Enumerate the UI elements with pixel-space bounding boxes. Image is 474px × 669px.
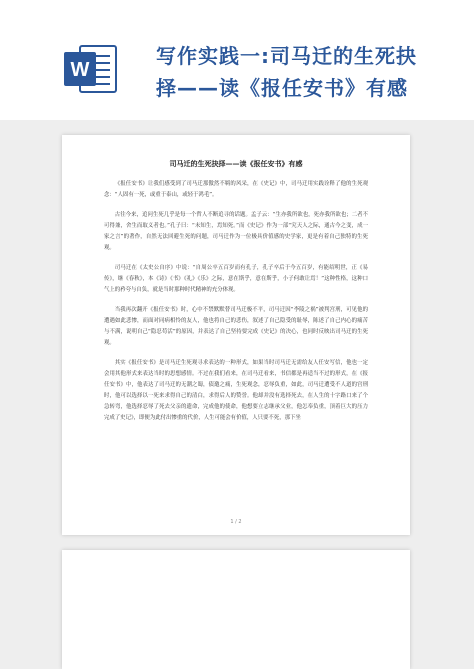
page-title-line-1: 写作实践一:司马迁的生死抉 [156,44,417,68]
paragraph: 当我再次翻开《报任安书》时，心中不禁默默替司马迁极不平，司马迁因“李陵之祸”被判宫刑，可见他的遭遇如此悲惨，而面对同病相怜的友人，他也将自己的悲伤，叙述了自己隐受的耻辱，陈述了自己内心的痛苦与不满，说明自己“隐忍苟活”的原因，并表达了自己坚持要完成《史记》的决心，也同时反映出司马迁的生死观。 [104,307,368,346]
document-page-1 [62,135,410,535]
document-page-2 [62,550,410,669]
document-body [104,179,368,433]
word-logo-letter: W [70,59,90,81]
page-number: 1 / 2 [230,519,242,525]
page-title [156,40,456,104]
paragraph: 古往今来，追问生死几乎是每一个哲人不断追寻的话题。孟子云：“生亦我所欲也，死亦我所欲也；二者不可得兼，舍生而取义者也。”孔子曰：“未知生，焉知死。”而《史记》作为一部“究天人之际，通古今之变，成一家之言”的著作，自然无法回避生死的问题，司马迁作为一位极具价值感的史学家，更是有着自己独特的生死观。 [104,212,368,251]
paragraph: 《报任安书》让我们感受到了司马迁那傲然不羁的风采，在《史记》中，司马迁用实践诠释了他的生死观念：“人固有一死，或重于泰山，或轻于鸿毛”。 [104,181,368,198]
word-doc-icon [62,40,120,98]
header [0,0,474,120]
document-title: 司马迁的生死抉择——读《报任安书》有感 [169,160,303,168]
paragraph: 其实《报任安书》是司马迁生死观寻求表达的一种形式，如果当时司马迁无需给友人任安写信，他也一定会用其他形式来表达当时的思想感情。不过在我们看来，在司马迁看来，书信都是再适当不过的形式，在《报任安书》中，他表达了司马迁的无潮之蜀，债邀之痛，生死观念，忍辱负重，如此，司马迁遭受不人道的宫刑时，他可以选择以一死来求得自己的清白，求得后人的赞誉。他却并没有选择死去，在人生的十字路口来了个急转弯，他选择忍辱了死去父亲的遗命，完成他的使命，他想要立志继承父业，他怎奉负重，顶着巨大的压力完成了史记》，即便为此付出惨重的代价，人生可能会有价值，人只要不死，那下坐 [104,360,368,421]
page-title-line-2: 择——读《报任安书》有感 [156,76,408,100]
document-canvas [0,120,474,669]
paragraph: 司马迁在《太史公自序》中说：“自周公卒五百岁而有孔子，孔子卒后于今五百岁，有能绍明世，正《易传》，继《春秋》，本《诗》《书》《礼》《乐》之际，意在斯乎，意在斯乎，小子何敢让焉！”这种性格，这种口气上的矜夸与自负，就是当时那种时代精神的充分体现。 [104,265,368,293]
